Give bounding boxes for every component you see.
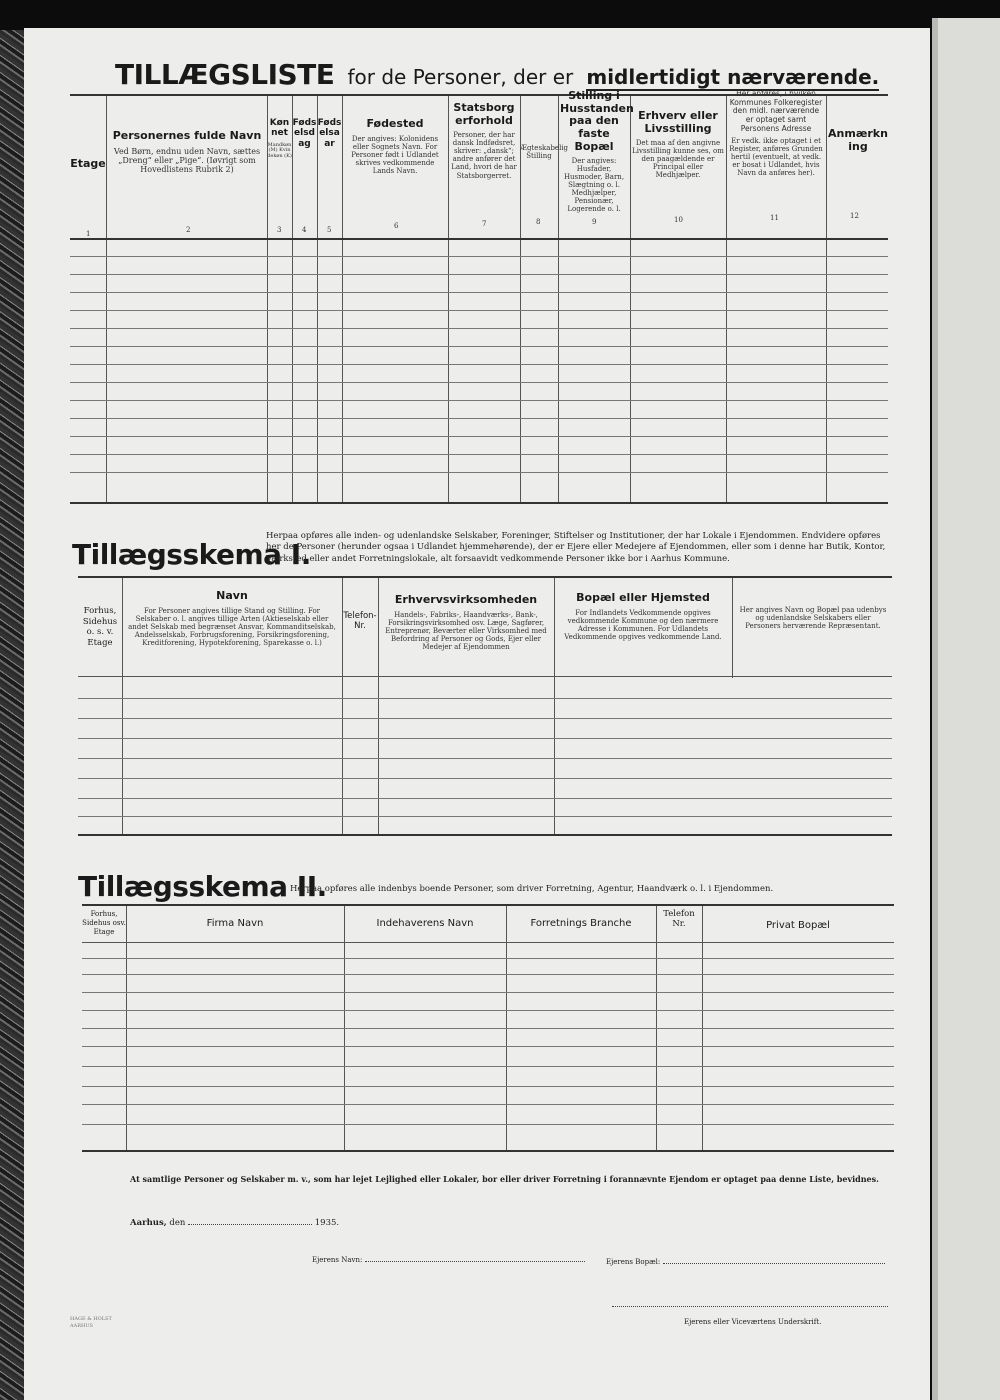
owner-name-line	[312, 1256, 585, 1264]
binding-marble-edge	[0, 30, 24, 1400]
col-foedselsaar: Fødselsaar	[317, 118, 342, 149]
date-field[interactable]	[188, 1224, 312, 1225]
year-label: 1935.	[314, 1218, 340, 1228]
skema1-col-etage: Forhus, Sidehus o. s. v. Etage	[82, 606, 118, 648]
owner-address-field[interactable]	[663, 1263, 885, 1264]
col-foedested: Fødested Der angives: Kolonidens eller Sognets Navn. For Personer født i Udlandet skrives vedkommende Lands Navn.	[351, 117, 439, 175]
col-statsborgerforhold: Statsborgerforhold Personer, der har dansk Indfødsret, skriver: „dansk“; andre anfører det Land, hvori de har Statsborgerret.	[451, 101, 517, 180]
skema1-col-navn: Navn For Personer angives tillige Stand og Stilling. For Selskaber o. l. angives tillige Arten (Aktieselskab eller andet Selskab med begrænset Ansvar, Kommanditselskab, Andelsselskab, Forbrugsforening, Forsikringsforening, Kreditforening, Hypotekforening, Sparekasse o. l.)	[128, 589, 336, 647]
main-title-word: TILLÆGSLISTE	[115, 58, 335, 91]
col-number: 7	[482, 220, 487, 228]
col-koennet: Kønnet Mandkøn (M) Kvindekøn (K)	[267, 118, 292, 160]
col-number: 2	[186, 226, 191, 234]
col-aegteskabelig-stilling: Ægteskabelig Stilling	[520, 144, 569, 161]
footer-declaration: At samtlige Personer og Selskaber m. v., som har lejet Lejlighed eller Lokaler, bor eller driver Forretning i forannævnte Ejendom er optaget paa denne Liste, bevidnes.	[130, 1174, 879, 1184]
owner-name-label: Ejerens Navn:	[312, 1256, 363, 1264]
next-page-edge	[932, 18, 1000, 1400]
col-stilling-husstanden: Stilling i Husstanden paa den faste Bopæl Der angives: Husfader, Husmoder, Barn, Slægtning o. l. Medhjælper, Pensionær, Logerende o. l.	[560, 89, 634, 214]
skema2-col-etage: Forhus, Sidehus osv. Etage	[82, 910, 126, 936]
col-erhverv: Erhverv eller Livsstilling Det maa af den angivne Livsstilling kunne ses, om den paagældende er Principal eller Medhjælper.	[632, 109, 724, 180]
col-number: 10	[674, 216, 683, 224]
col-number: 4	[302, 226, 307, 234]
owner-name-field[interactable]	[365, 1261, 585, 1262]
skema1-description: Herpaa opføres alle inden- og udenlandske Selskaber, Foreninger, Stiftelser og Institutioner, der har Lokale i Ejendommen. Endvidere opføres her de Personer (herunder ogsaa i Udlandet hjemmehørende), der er Ejere eller Medejere af Ejendommen, eller som i denne har Butik, Kontor, Værksted eller andet Forretningslokale, alt forsaavidt vedkommende Personer ikke bor i Aarhus Kommune.	[266, 531, 886, 564]
col-number: 3	[277, 226, 282, 234]
col-anmaerkning: Anmærkning	[828, 127, 888, 153]
col-number: 6	[394, 222, 399, 230]
skema2-col-privat-bopael: Privat Bopæl	[766, 920, 830, 931]
signature-field[interactable]	[612, 1306, 888, 1307]
city-label: Aarhus,	[130, 1218, 167, 1228]
col-folkeregister: Her anføres, i hvilken Kommunes Folkeregister den midl. nærværende er optaget samt Personens Adresse Er vedk. ikke optaget i et Register, anføres Grunden hertil (eventuelt, at vedk. er bosat i Udlandet, hvis Navn da anføres her).	[729, 89, 823, 178]
skema1-col-erhvervsvirksomheden: Erhvervsvirksomheden Handels-, Fabriks-, Haandværks-, Bank-, Forsikringsvirksomhed osv. Læge, Sagfører, Entreprenør, Beværter eller Virksomhed med Befordring af Personer og Gods, Ejer eller Medejer af Ejendommen	[385, 593, 547, 651]
signature-label: Ejerens eller Viceværtens Underskrift.	[684, 1318, 822, 1326]
owner-address-line	[606, 1258, 885, 1266]
owner-address-label: Ejerens Bopæl:	[606, 1258, 661, 1266]
col-etage: Etage	[70, 157, 106, 170]
col-number: 5	[327, 226, 332, 234]
col-number: 8	[536, 218, 541, 226]
skema1-col-telefon: Telefon-Nr.	[343, 611, 377, 631]
main-title-emphasis: midlertidigt nærværende.	[586, 65, 880, 89]
col-number: 9	[592, 218, 597, 226]
col-number: 12	[850, 212, 859, 220]
col-number: 11	[770, 214, 779, 222]
skema2-col-telefon: Telefon Nr.	[663, 909, 695, 929]
skema2-col-indehaverens-navn: Indehaverens Navn	[376, 918, 474, 929]
den-label: den	[169, 1218, 186, 1228]
skema2-table	[82, 904, 894, 1152]
col-personernes-navn: Personernes fulde Navn Ved Børn, endnu uden Navn, sættes „Dreng“ eller „Pige“. (Iøvrigt som Hovedlistens Rubrik 2)	[112, 129, 262, 175]
printer-imprint: HAGE & HOLST AARHUS	[70, 1316, 112, 1329]
skema2-description: Herpaa opføres alle indenbys boende Personer, som driver Forretning, Agentur, Haandværk o. l. i Ejendommen.	[290, 884, 774, 894]
skema2-col-forretnings-branche: Forretnings Branche	[530, 918, 632, 929]
main-title-rest: for de Personer, der er	[347, 65, 574, 89]
skema1-col-bopael: Bopæl eller Hjemsted For Indlandets Vedkommende opgives vedkommende Kommune og den nærmere Adresse i Kommunen. For Udlandets Vedkommende opgives vedkommende Land.	[564, 591, 722, 641]
col-foedselsdag: Fødselsdag	[292, 118, 317, 149]
col-number: 1	[86, 230, 91, 238]
skema1-title: Tillægsskema I.	[72, 538, 311, 571]
skema2-col-firma-navn: Firma Navn	[206, 918, 264, 929]
skema1-col-repraesentant: Her angives Navn og Bopæl paa udenbys og udenlandske Selskabers eller Personers herværende Repræsentant.	[739, 606, 887, 631]
skema2-title: Tillægsskema II.	[78, 870, 327, 903]
skema1-table	[78, 576, 892, 836]
tillaegsliste-table	[70, 89, 888, 502]
footer-date-line	[130, 1218, 339, 1228]
